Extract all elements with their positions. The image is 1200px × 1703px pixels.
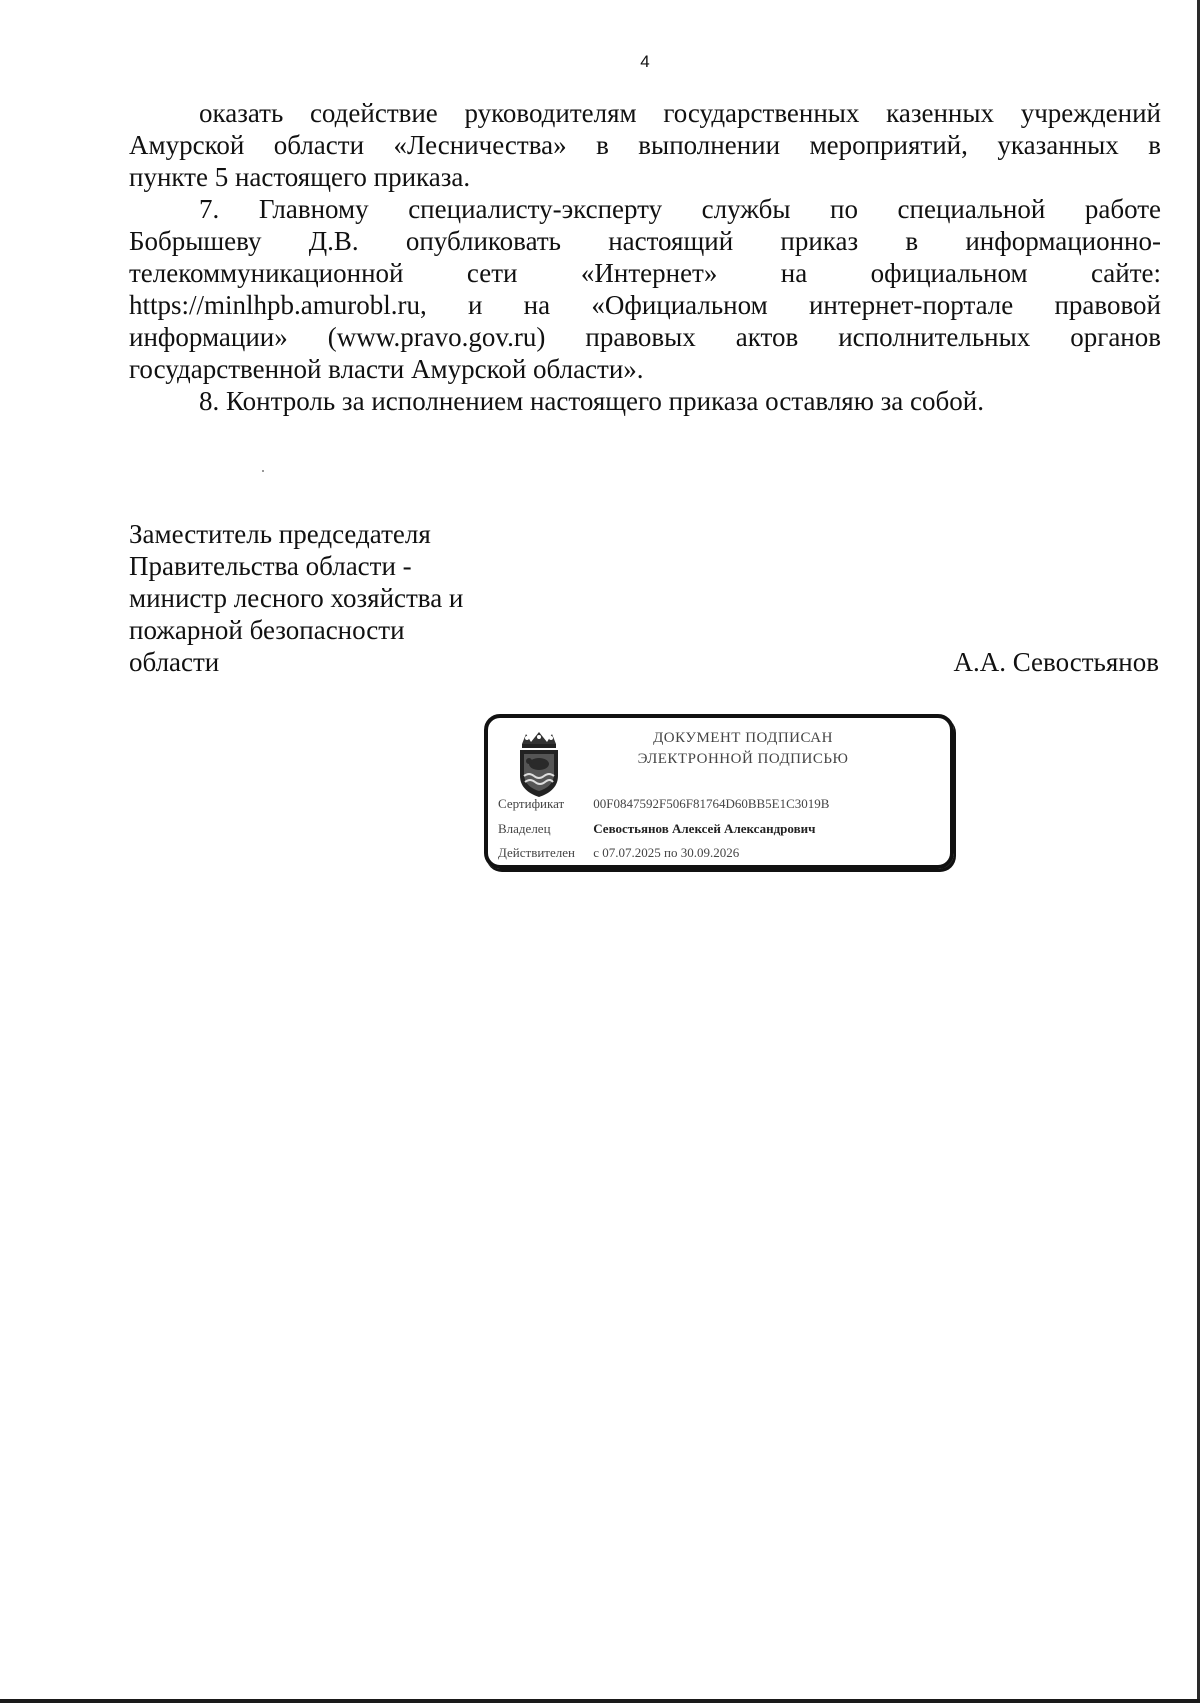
text-line: https://minlhpb.amurobl.ru, и на «Официальном интернет-портале правовой [129,290,1161,320]
text-line: информации» (www.pravo.gov.ru) правовых актов исполнительных органов [129,322,1161,352]
stamp-owner-row [498,821,815,837]
scan-edge-bottom [0,1699,1200,1703]
certificate-label: Сертификат [498,796,565,811]
text-line: Бобрышеву Д.В. опубликовать настоящий приказ в информационно- [129,226,1161,256]
amur-region-coat-of-arms-icon [516,730,562,798]
order-body [129,97,1161,417]
stamp-header-line: ЭЛЕКТРОННОЙ ПОДПИСЬЮ [637,751,849,767]
paragraph-item-7 [129,193,1161,385]
paragraph-continuation [129,97,1161,193]
text-line: Амурской области «Лесничества» в выполнении мероприятий, указанных в [129,130,1161,160]
signatory-title-line: пожарной безопасности [129,615,405,645]
text-line: оказать содействие руководителям государственных казенных учреждений [199,98,1161,128]
text-line: 7. Главному специалисту-эксперту службы по специальной работе [199,194,1161,224]
owner-label: Владелец [498,821,551,836]
signatory-title-line: области [129,647,220,677]
paragraph-item-8 [129,385,1161,417]
signatory-title-line: министр лесного хозяйства и [129,583,464,613]
stamp-header [608,728,878,770]
signatory-title-line: Заместитель председателя [129,519,431,549]
text-line: пункте 5 настоящего приказа. [129,162,471,192]
stamp-validity-row [498,845,739,861]
text-line: государственной власти Амурской области». [129,354,644,384]
validity-label: Действителен [498,845,575,860]
validity-value: с 07.07.2025 по 30.09.2026 [593,845,740,860]
certificate-value: 00F0847592F506F81764D60BB5E1C3019B [593,796,830,811]
signatory-name: А.А. Севостьянов [953,647,1159,677]
page-number: 4 [640,52,650,71]
text-line: телекоммуникационной сети «Интернет» на официальном сайте: [129,258,1161,288]
electronic-signature-stamp [484,714,954,869]
signatory-block [129,518,1159,678]
stamp-certificate-row [498,796,829,812]
text-line: 8. Контроль за исполнением настоящего приказа оставляю за собой. [199,386,984,416]
signatory-title-line: Правительства области - [129,551,412,581]
stamp-header-line: ДОКУМЕНТ ПОДПИСАН [653,730,833,746]
owner-value: Севостьянов Алексей Александрович [593,821,816,836]
scan-speck [262,470,264,472]
